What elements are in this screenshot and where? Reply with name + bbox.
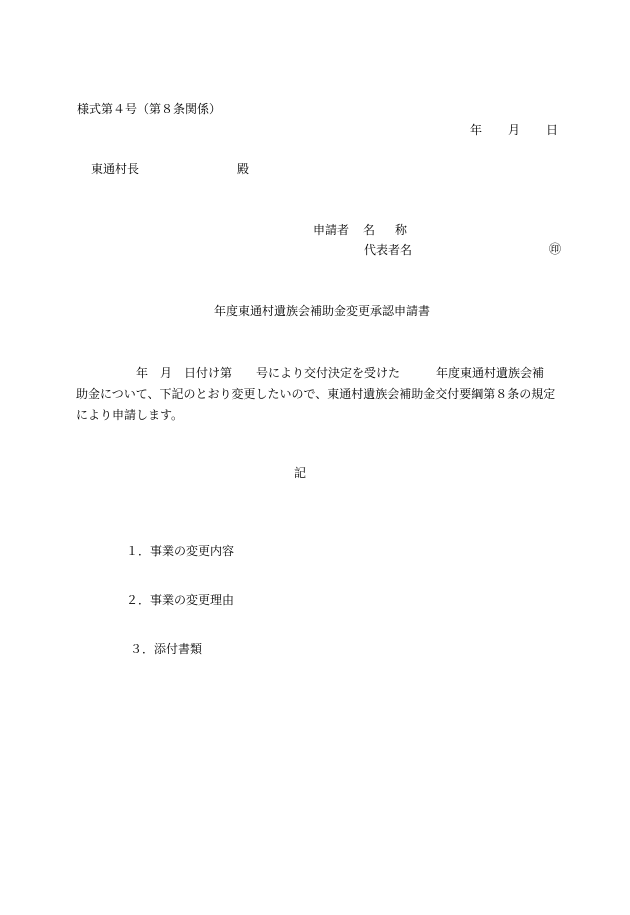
- addressee-name: 東通村長: [91, 162, 140, 176]
- body-line-3: により申請します。: [76, 408, 184, 422]
- body-line-1: 年 月 日付け第 号により交付決定を受けた 年度東通村遺族会補: [136, 366, 545, 380]
- ki-heading: 記: [294, 466, 307, 480]
- date-year: 年: [470, 123, 483, 137]
- document-title: 年度東通村遺族会補助金変更承認申請書: [214, 304, 431, 318]
- applicant-name-row: [313, 224, 407, 236]
- applicant-label: 申請者: [313, 223, 350, 237]
- body-line-2: 助金について、下記のとおり変更したいので、東通村遺族会補助金交付要綱第８条の規定: [76, 387, 556, 401]
- list-item-change-content: １．事業の変更内容: [126, 544, 235, 558]
- applicant-title-label: 称: [395, 223, 408, 237]
- list-item-attachments: ３．添付書類: [130, 642, 203, 656]
- date-line: [470, 124, 558, 136]
- form-number: 様式第４号（第８条関係）: [77, 102, 222, 116]
- addressee-honorific: 殿: [237, 162, 250, 176]
- seal-mark: ㊞: [549, 242, 562, 256]
- addressee: [91, 163, 249, 175]
- representative-label: 代表者名: [364, 243, 413, 257]
- date-day: 日: [546, 123, 559, 137]
- date-month: 月: [508, 123, 521, 137]
- applicant-name-label: 名: [363, 223, 376, 237]
- list-item-change-reason: ２．事業の変更理由: [126, 593, 235, 607]
- body-paragraph: [76, 363, 566, 426]
